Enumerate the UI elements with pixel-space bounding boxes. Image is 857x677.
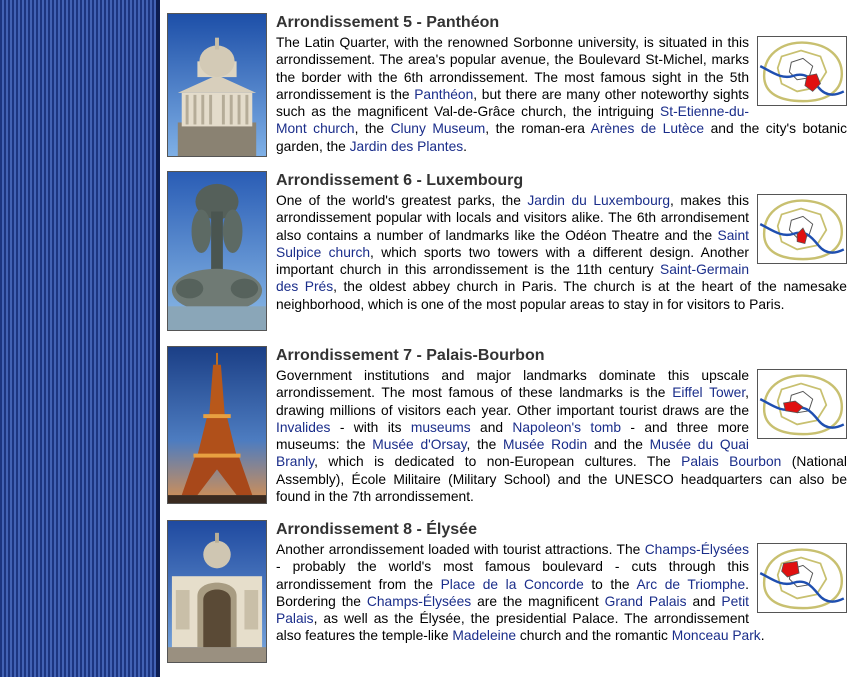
place-link[interactable]: Champs-Élysées [644, 542, 749, 557]
paragraph-text: , the oldest abbey church in Paris. The church is at the heart of the namesake neighborhood, which is one of the most popular areas to stay in for visitors to Paris. [276, 279, 847, 312]
section-text [276, 520, 847, 645]
place-link[interactable]: Place de la Concorde [440, 576, 584, 592]
section-title: Arrondissement 8 - Élysée [276, 521, 477, 538]
paragraph-text: , but there are many other noteworthy sights such as the magnificent Val-de-Grâce church, the intriguing [276, 86, 749, 120]
arrondissement-map [757, 36, 847, 106]
place-link[interactable]: Jardin des Plantes [349, 138, 464, 154]
pantheon-photo [167, 13, 267, 157]
paragraph-text: , as well as the Élysée, the presidential Palace. The arrondissement also features the temple-like [276, 611, 749, 644]
place-link[interactable]: Grand Palais [604, 593, 687, 609]
place-link[interactable]: St-Etienne-du-Mont church [276, 104, 749, 137]
paragraph-text: - probably the world's most famous boulevard - cuts through this arrondissement from the [276, 559, 749, 592]
eiffel-tower-photo [167, 346, 267, 504]
place-link[interactable]: Saint-Germain des Prés [276, 262, 749, 295]
place-link[interactable]: Panthéon [414, 86, 474, 102]
place-link[interactable]: Arc de Triomphe [636, 576, 746, 592]
section-title: Arrondissement 5 - Panthéon [276, 14, 500, 31]
arrondissement-map [757, 543, 847, 613]
place-link[interactable]: Saint Sulpice church [276, 227, 749, 260]
place-link[interactable]: Musée Rodin [503, 437, 588, 453]
left-sidebar-stripes [0, 0, 156, 677]
main-content [160, 0, 857, 677]
paragraph-text: , the [354, 121, 391, 137]
paragraph-text: and the city's botanic garden, the [276, 121, 847, 154]
place-link[interactable]: Musée du Quai Branly [276, 437, 749, 470]
place-link[interactable]: Petit Palais [276, 593, 750, 627]
paragraph-text: are the magnificent [471, 593, 605, 609]
paragraph-text: and [470, 419, 513, 435]
section-text [276, 13, 847, 155]
place-link[interactable]: Madeleine [452, 628, 517, 644]
paragraph-text: to the [583, 576, 637, 592]
paragraph-text: (National Assembly), École Militaire (Military School) and the UNESCO headquarters can also be found in the 7th arrondissement. [276, 454, 847, 505]
section-title: Arrondissement 6 - Luxembourg [276, 172, 524, 189]
paragraph-text: , which sports two towers with a different design. Another important church in this arrondissement is the 11th century [276, 244, 749, 278]
section-text [276, 171, 847, 313]
paragraph-text: One of the world's greatest parks, the [276, 193, 528, 208]
paragraph-text: , which is dedicated to non-European cultures. The [314, 454, 682, 470]
place-link[interactable]: Eiffel Tower [672, 385, 746, 401]
paragraph-text: church and the romantic [516, 628, 672, 644]
place-link[interactable]: Napoleon's tomb [512, 419, 622, 435]
paragraph-text: . [463, 138, 467, 154]
paragraph-text: , the roman-era [485, 121, 591, 137]
place-link[interactable]: Monceau Park [671, 628, 761, 644]
arrondissement-map [757, 194, 847, 264]
place-link[interactable]: Invalides [276, 419, 331, 435]
place-link[interactable]: museums [410, 419, 471, 435]
place-link[interactable]: Jardin du Luxembourg [527, 193, 671, 208]
place-link[interactable]: Cluny Museum [390, 121, 486, 137]
paragraph-text: , the [466, 437, 504, 453]
place-link[interactable]: Champs-Élysées [366, 593, 472, 609]
paragraph-text: and the [587, 437, 650, 453]
paragraph-text: . [760, 628, 765, 644]
paragraph-text: The Latin Quarter, with the renowned Sorbonne university, is situated in this arrondissement. The area's popular avenue, the Boulevard St-Michel, marks the border with the 6th arrondissement. The most famous sight in the 5th arrondissement is the [276, 35, 749, 102]
section-text [276, 346, 847, 505]
paragraph-text: , drawing millions of visitors each year. Other important tourist draws are the [276, 385, 749, 418]
place-link[interactable]: Arènes de Lutèce [590, 121, 705, 137]
place-link[interactable]: Palais Bourbon [681, 454, 782, 470]
paragraph-text: - and three more museums: the [276, 419, 750, 453]
paragraph-text: , makes this arrondissement popular with locals and visitors alike. The 6th arrondisement also contains a number of landmarks like the Odéon Theatre and the [276, 193, 749, 243]
paragraph-text: Government institutions and major landmarks dominate this upscale arrondissement. The most famous of these landmarks is the [276, 368, 749, 401]
paragraph-text: and [686, 593, 722, 609]
place-link[interactable]: Musée d'Orsay [372, 437, 467, 453]
arrondissement-map [757, 369, 847, 439]
paragraph-text: - with its [330, 419, 411, 435]
paragraph-text: . Bordering the [276, 576, 749, 609]
section-title: Arrondissement 7 - Palais-Bourbon [276, 347, 545, 364]
medici-fountain-photo [167, 171, 267, 331]
petit-palais-photo [167, 520, 267, 663]
paragraph-text: Another arrondissement loaded with tourist attractions. The [276, 542, 645, 557]
